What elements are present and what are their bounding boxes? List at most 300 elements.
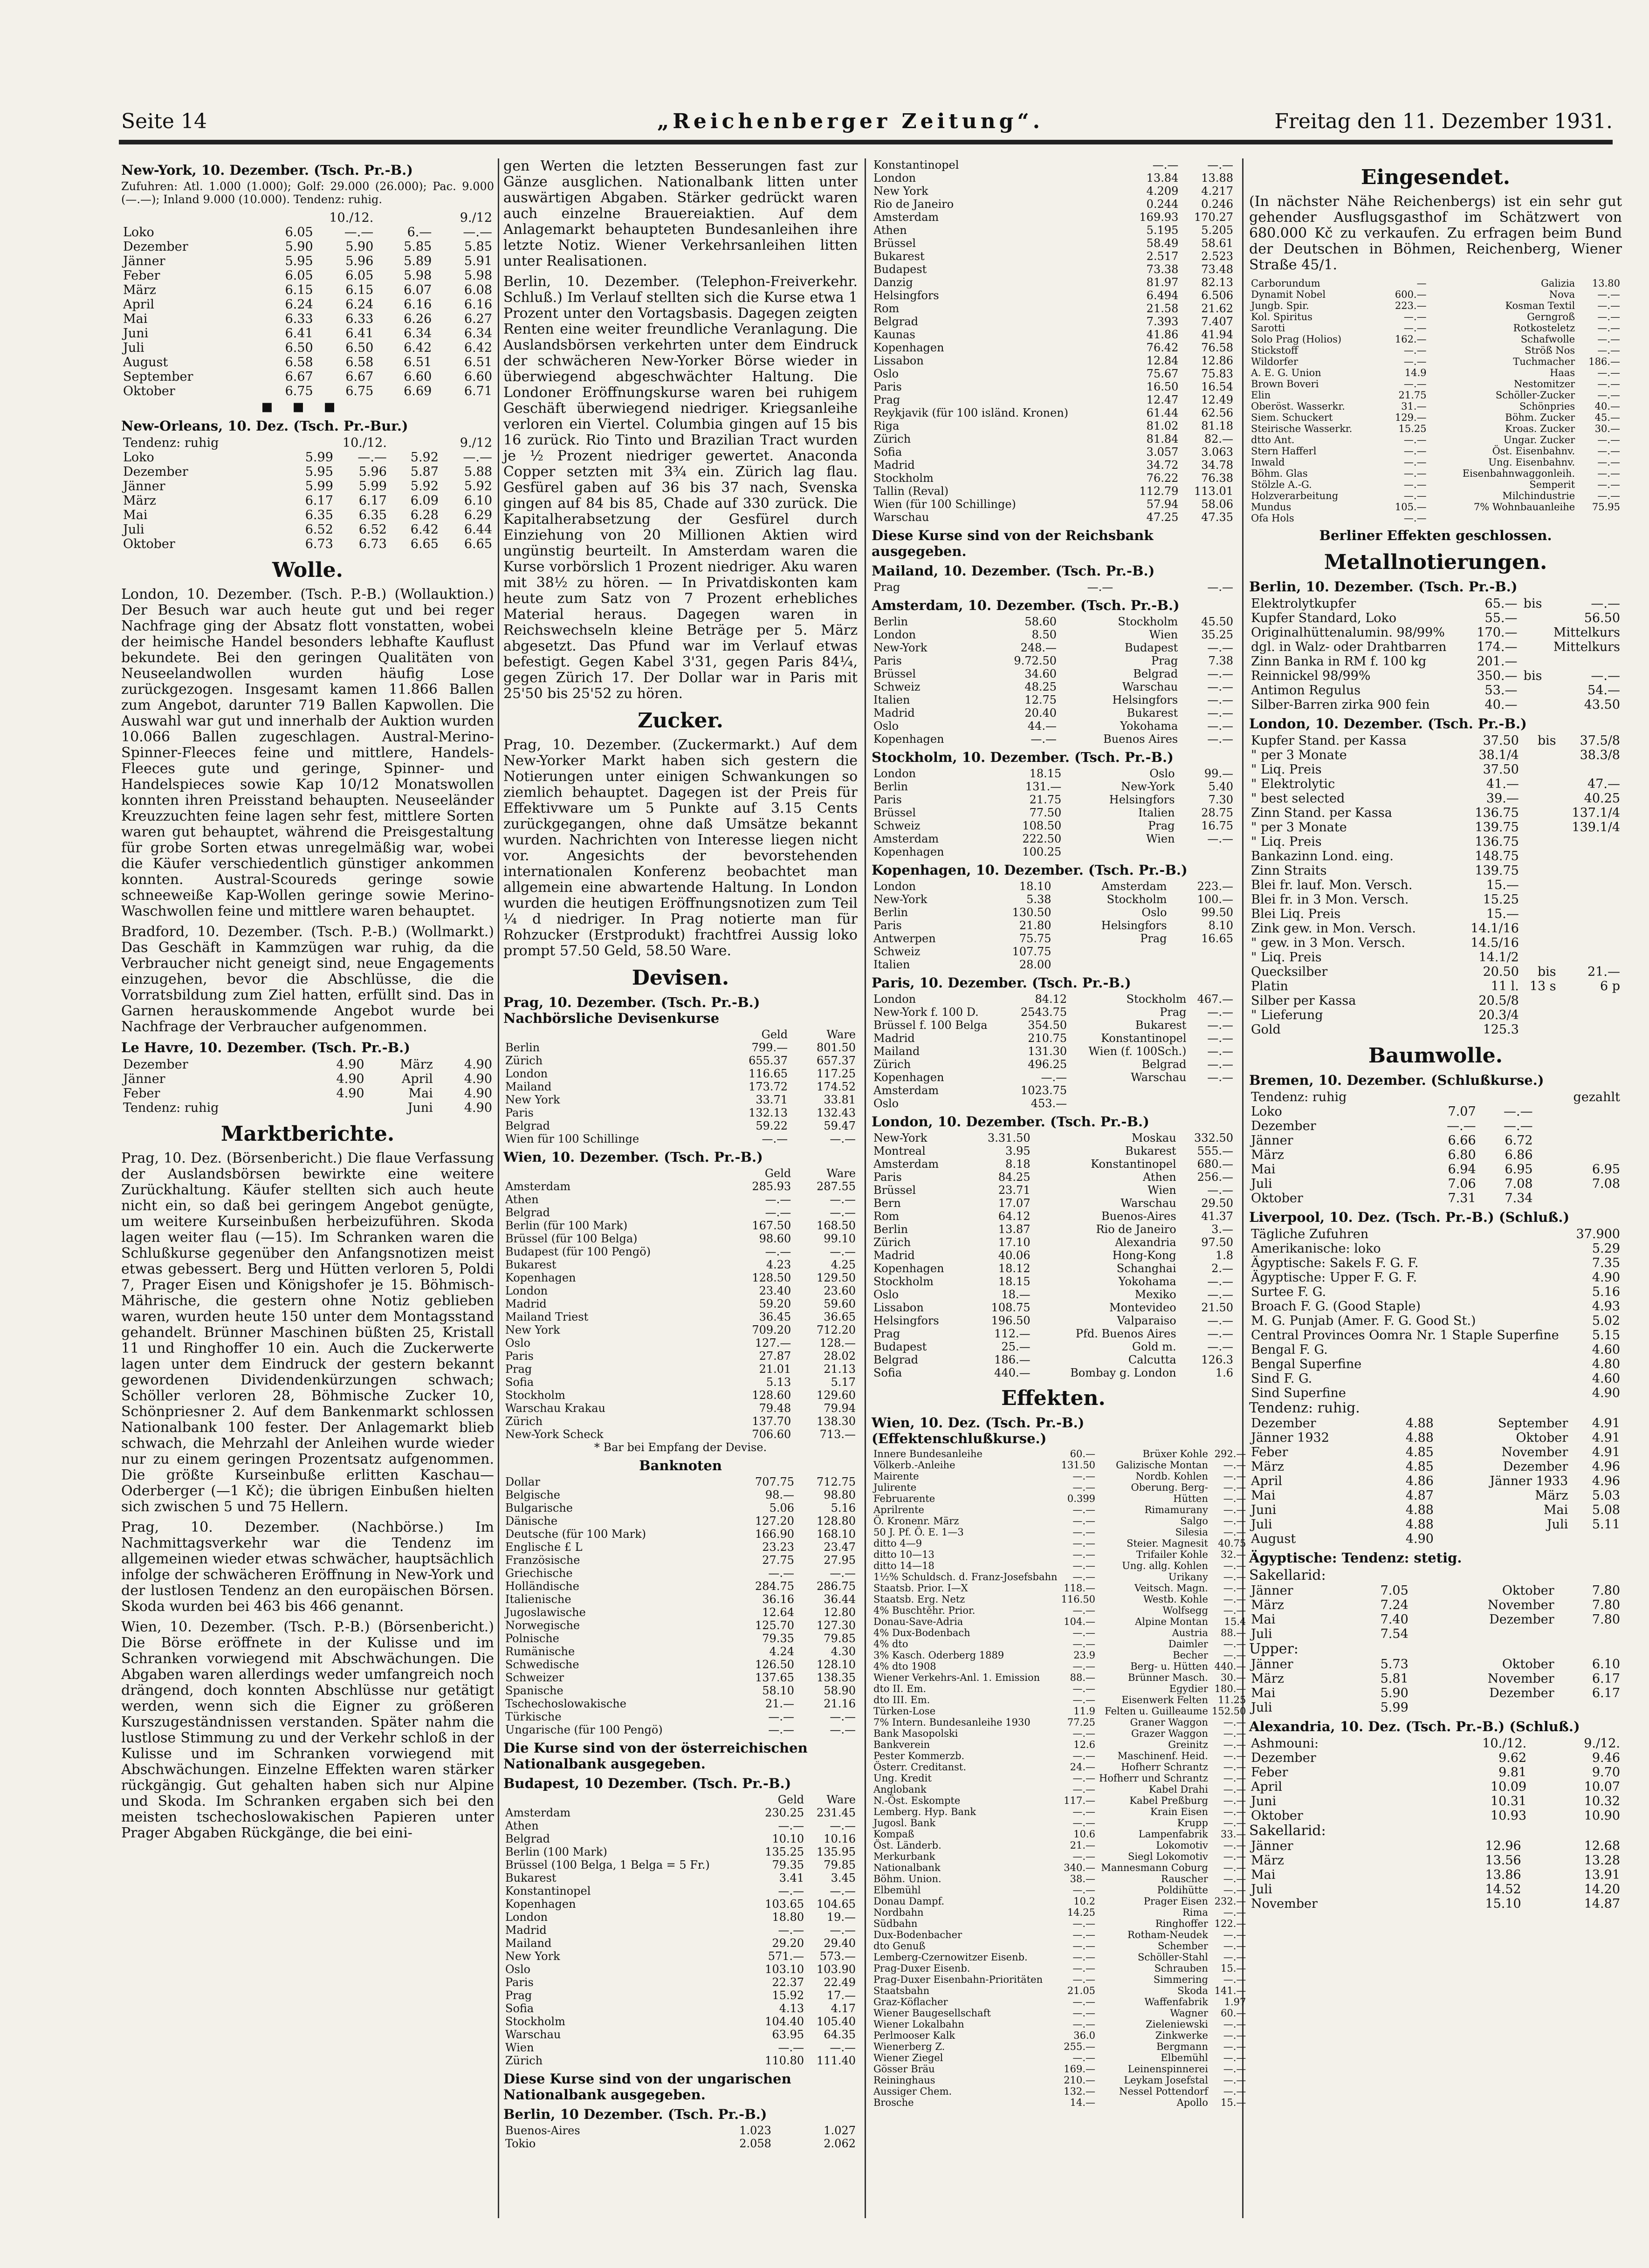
row-value: Schöller-Stahl <box>1138 1952 1208 1963</box>
table-row <box>872 237 1235 250</box>
table-row <box>872 1829 1248 1840</box>
row-value: —.— <box>778 2041 804 2054</box>
row-value: 77.25 <box>1067 1717 1096 1728</box>
row-label: Amsterdam <box>873 1084 939 1097</box>
row-value: Belgrad <box>1141 1058 1187 1071</box>
row-label: Loko <box>123 450 154 465</box>
row-label: Bulgarische <box>505 1501 573 1514</box>
row-value: —.— <box>1072 1784 1096 1795</box>
table-row <box>872 880 1235 893</box>
table-row <box>503 1501 858 1514</box>
row-label: Lemberg. Hyp. Bank <box>873 1806 976 1817</box>
table-row <box>503 1871 858 1884</box>
banknoten-heading: Banknoten <box>639 1458 722 1473</box>
row-label: Mai <box>123 312 148 326</box>
row-value: Oktober <box>1516 1431 1568 1445</box>
row-value: Oktober <box>1502 1583 1554 1598</box>
row-value: 138.30 <box>817 1415 856 1428</box>
row-value: 28.75 <box>1201 806 1233 819</box>
row-label: Gösser Bräu <box>873 2063 935 2075</box>
row-value: 14.52 <box>1485 1882 1521 1897</box>
row-label: Berlin (für 100 Mark) <box>505 1219 628 1232</box>
row-label: Athen <box>505 1193 539 1206</box>
row-value: 255.— <box>1064 2041 1096 2052</box>
row-value: 13.88 <box>1201 171 1233 185</box>
table-row <box>872 1884 1248 1896</box>
row-value <box>1521 777 1558 791</box>
row-value <box>1521 849 1558 863</box>
row-value: 6.52 <box>305 522 333 537</box>
table-row <box>503 1093 858 1106</box>
row-label: New-York Scheck <box>505 1428 604 1441</box>
row-value: —.— <box>1223 1795 1246 1806</box>
row-value: —.— <box>1223 1560 1246 1571</box>
column-3 <box>872 158 1246 2218</box>
row-value: Helsingfors <box>1112 693 1178 706</box>
row-label: Brosche <box>873 2097 914 2108</box>
table-row <box>872 2075 1248 2086</box>
table-row <box>503 1428 858 1441</box>
row-value: 36.16 <box>762 1593 794 1606</box>
row-value: —.— <box>1223 1504 1246 1515</box>
row-label: Belgrad <box>505 1119 550 1132</box>
london-heading: London, 10. Dezember. (Tsch. Pr.-B.) <box>872 1114 1149 1130</box>
stockholm-table <box>872 767 1235 858</box>
row-value <box>1535 1133 1622 1148</box>
row-label: Gold <box>1251 1022 1281 1037</box>
row-label: London <box>873 767 916 780</box>
row-label: Südbahn <box>873 1918 918 1929</box>
row-label: Bukarest <box>873 250 925 263</box>
row-value: 13.84 <box>1146 171 1179 185</box>
row-value: 6.42 <box>464 341 492 355</box>
row-value: 284.75 <box>755 1580 794 1593</box>
row-value: 0.246 <box>1201 198 1233 211</box>
table-row <box>503 1080 858 1093</box>
table-row <box>1249 1343 1622 1357</box>
row-label: Jänner <box>123 1072 165 1086</box>
row-label: Madrid <box>873 459 915 472</box>
row-value: 7.80 <box>1592 1612 1620 1627</box>
liverpool-table <box>1249 1227 1622 1400</box>
table-row <box>503 2137 858 2150</box>
row-value: —.— <box>1207 1058 1233 1071</box>
row-label: " per 3 Monate <box>1251 820 1347 835</box>
row-value: Ringhoffer <box>1155 1918 1208 1929</box>
row-value: —.— <box>1072 1974 1096 1985</box>
row-value: 117.25 <box>817 1067 856 1080</box>
row-value: 15.10 <box>1485 1897 1521 1911</box>
row-label: Feber <box>123 268 160 283</box>
row-value: Graner Waggon <box>1130 1717 1208 1728</box>
row-value: 6.33 <box>345 312 374 326</box>
row-value: 136.75 <box>1475 806 1519 820</box>
row-value: 5.11 <box>1592 1517 1620 1532</box>
row-label: Belgrad <box>873 1353 919 1366</box>
table-row <box>872 719 1235 733</box>
row-value: 18.12 <box>998 1262 1031 1275</box>
row-label: Brüssel (100 Belga, 1 Belga = 5 Fr.) <box>505 1858 710 1871</box>
row-value: —.— <box>1207 641 1233 654</box>
row-value: —.— <box>1223 2030 1246 2041</box>
prag-nachboerse: Prag, 10. Dezember. (Nachbörse.) Im Nachmittagsverkehr war die Tendenz im allgemeinen wieder etwas schwächer, hauptsächlich infolge der schwächeren Eröffnung in New-York und der lustlosen Tendenz an den europäischen Börsen. Skoda wurden bei 463 bis 466 genannt. <box>121 1519 494 1615</box>
row-value: 57.94 <box>1146 498 1179 511</box>
row-value: —.— <box>1072 1527 1096 1538</box>
row-value: 6 p <box>1600 979 1620 994</box>
row-value: 36.65 <box>824 1310 856 1323</box>
row-label: Jänner <box>1251 1583 1293 1598</box>
row-value: 210.— <box>1064 2075 1096 2086</box>
row-value: Oslo <box>1141 906 1167 919</box>
row-label: Kol. Spiritus <box>1251 311 1312 322</box>
table-row <box>503 1402 858 1415</box>
row-label: Zinn Banka in RM f. 100 kg <box>1251 654 1427 669</box>
row-label: Böhm. Glas <box>1251 468 1308 479</box>
column-2 <box>503 158 858 2218</box>
row-value: Westb. Kohle <box>1143 1594 1208 1605</box>
row-label: Oktober <box>123 537 175 551</box>
table-row <box>872 993 1235 1006</box>
row-label: Stern Hafferl <box>1251 445 1317 457</box>
row-value: Moskau <box>1132 1131 1176 1144</box>
alexandria-table: Ashmouni: 10./12. 9./12. Dezember 9.62 9.46 Feber 9.81 9.70 April 10.09 10.07 Juni 10.31 10.32 Oktober 10.93 10.90 <box>1249 1736 1622 1823</box>
row-value: Schönpries <box>1519 401 1575 412</box>
row-value: —.— <box>768 1723 794 1736</box>
row-value: 122.— <box>1214 1918 1246 1929</box>
table-row <box>503 1567 858 1580</box>
row-label: Italien <box>873 693 910 706</box>
row-value: —.— <box>1597 457 1620 468</box>
table-row <box>872 1301 1235 1314</box>
row-value: —.— <box>1207 1340 1233 1353</box>
row-value: 47.35 <box>1201 511 1233 524</box>
table-row <box>872 1717 1248 1728</box>
row-value: —.— <box>1072 1661 1096 1672</box>
table-row <box>1249 596 1622 611</box>
row-value: 10.10 <box>772 1832 804 1845</box>
row-value: Kosman Textil <box>1505 300 1575 311</box>
row-value: —.— <box>1223 1806 1246 1817</box>
row-label: dtto Ant. <box>1251 434 1295 445</box>
table-row <box>1249 777 1622 791</box>
table-row <box>872 1963 1248 1974</box>
row-value <box>1521 762 1558 777</box>
row-value: Zieleniewski <box>1146 2019 1208 2030</box>
row-label: Athen <box>873 224 907 237</box>
row-value: 6.67 <box>345 370 374 384</box>
row-value: Wagner <box>1170 2008 1208 2019</box>
row-value: 12.86 <box>1201 354 1233 367</box>
table-row <box>872 1672 1248 1683</box>
row-value: Bukarest <box>1127 706 1178 719</box>
row-value: 4.86 <box>1405 1474 1434 1488</box>
row-label: ditto 10—13 <box>873 1549 934 1560</box>
row-value <box>1519 640 1544 654</box>
table-row <box>872 289 1235 302</box>
row-value: —.— <box>1597 367 1620 378</box>
row-label: Bankverein <box>873 1739 930 1750</box>
row-value: Rima <box>1182 1907 1208 1918</box>
table-row <box>872 581 1235 594</box>
row-value: —.— <box>1597 378 1620 390</box>
row-value: Becher <box>1173 1650 1208 1661</box>
row-value: 45.— <box>1594 412 1620 423</box>
oesterr-note: Die Kurse sind von der österreichischen Nationalbank ausgegeben. <box>503 1740 808 1772</box>
row-label: Prag <box>873 581 900 594</box>
table-row <box>872 932 1235 945</box>
row-value <box>1558 936 1622 950</box>
row-value: —.— <box>1207 733 1233 746</box>
row-value: —.— <box>1072 1952 1096 1963</box>
table-row <box>872 1985 1248 1996</box>
row-value: —.— <box>1223 1728 1246 1739</box>
table-row <box>503 2015 858 2028</box>
row-value: 38.3/8 <box>1580 748 1620 762</box>
row-label: Prag <box>505 1989 532 2002</box>
row-value: 75.67 <box>1146 367 1179 380</box>
table-row <box>872 171 1235 185</box>
row-value: 6.35 <box>305 508 333 522</box>
row-value: —.— <box>1223 1907 1246 1918</box>
row-value: —.— <box>1207 719 1233 733</box>
row-value: 167.50 <box>752 1219 791 1232</box>
row-value: 34.72 <box>1146 459 1179 472</box>
row-value: 4.96 <box>1592 1459 1620 1474</box>
row-label: Wien <box>505 2041 534 2054</box>
row-label: 4% Buschtěhr. Prior. <box>873 1605 976 1616</box>
row-value: Lampenfabrik <box>1138 1829 1208 1840</box>
table-row <box>872 1223 1235 1236</box>
row-label: Schweizer <box>505 1671 564 1684</box>
table-row <box>1249 1227 1622 1241</box>
row-value: 12.6 <box>1073 1739 1096 1750</box>
row-value: —.— <box>1403 434 1427 445</box>
row-value: 6.33 <box>285 312 313 326</box>
row-label: Paris <box>505 1350 534 1363</box>
table-row <box>872 1210 1235 1223</box>
row-value: —.— <box>778 1819 804 1832</box>
table-row <box>121 465 494 479</box>
row-value: 37.50 <box>1483 762 1519 777</box>
row-value: 1.6 <box>1215 1366 1233 1379</box>
row-value: Berg- u. Hütten <box>1130 1661 1208 1672</box>
row-value: —.— <box>1207 667 1233 680</box>
row-value: 7.08 <box>1592 1177 1620 1191</box>
table-row <box>1249 513 1622 524</box>
row-value: Warschau <box>1120 1197 1176 1210</box>
row-value: 10.07 <box>1584 1780 1620 1794</box>
row-value: —.— <box>1403 468 1427 479</box>
row-value: —.— <box>1072 1538 1096 1549</box>
table-row <box>872 1097 1235 1110</box>
table-row <box>872 2019 1248 2030</box>
no-heading: New-Orleans, 10. Dez. (Tsch. Pr.-Bur.) <box>121 418 408 434</box>
row-value: 12.49 <box>1201 393 1233 406</box>
row-value: 128.60 <box>752 1389 791 1402</box>
table-row <box>872 958 1235 971</box>
row-label: New York <box>505 1950 560 1963</box>
table-row <box>872 2052 1248 2063</box>
table-row <box>1249 1517 1622 1532</box>
row-value <box>1519 654 1544 669</box>
row-label: Solo Prag (Holios) <box>1251 334 1342 345</box>
sakellarid-table <box>1249 1583 1622 1641</box>
row-value: 104.65 <box>817 1898 856 1911</box>
row-value: 706.60 <box>752 1428 791 1441</box>
row-value: Yokohama <box>1118 1275 1176 1288</box>
table-row <box>872 1918 1248 1929</box>
row-value: 8.18 <box>1005 1158 1031 1171</box>
row-label: Dezember <box>1251 1751 1316 1765</box>
row-value: Buenos-Aires <box>1101 1210 1176 1223</box>
row-value: 14.— <box>1070 2097 1096 2108</box>
row-value: —.— <box>1597 390 1620 401</box>
row-value <box>1069 1097 1188 1110</box>
row-value: 14.1/2 <box>1478 950 1519 965</box>
table-row <box>872 1683 1248 1694</box>
row-value: —.— <box>1207 581 1233 594</box>
row-value: Prag <box>1140 932 1167 945</box>
row-value <box>1556 1700 1622 1715</box>
row-label: Lemberg-Czernowitzer Eisenb. <box>873 1952 1028 1963</box>
row-label: M. G. Punjab (Amer. F. G. Good St.) <box>1251 1314 1476 1328</box>
row-value: 138.35 <box>817 1671 856 1684</box>
row-value: 40.— <box>1484 698 1518 712</box>
row-value: 17.— <box>826 1989 856 2002</box>
row-value: 117.— <box>1064 1795 1096 1806</box>
row-value <box>1570 1532 1622 1546</box>
row-value: —.— <box>762 1132 788 1145</box>
row-value: 110.80 <box>765 2054 804 2067</box>
row-value: 4.90 <box>1592 1270 1620 1285</box>
table-row <box>503 1514 858 1528</box>
row-value: 30.— <box>1594 423 1620 434</box>
row-label: Pester Kommerzb. <box>873 1750 965 1761</box>
row-value: 126.50 <box>755 1658 794 1671</box>
row-value: —.— <box>1207 1045 1233 1058</box>
row-value <box>1521 1008 1558 1022</box>
row-label: Oslo <box>873 367 899 380</box>
table-row <box>121 341 494 355</box>
row-label: Madrid <box>505 1924 547 1937</box>
row-label: Broach F. G. (Good Staple) <box>1251 1299 1421 1314</box>
row-value: Calcutta <box>1128 1353 1176 1366</box>
header-rule <box>119 140 1613 144</box>
row-value: 350.— <box>1477 669 1518 683</box>
row-label: Stockholm <box>873 1275 934 1288</box>
wolle-bradford: Bradford, 10. Dezember. (Tsch. P.-B.) (Wollmarkt.) Das Geschäft in Kammzügen war ruhig, da die Verbraucher nicht geneigt sind, neue Engagements einzugehen, bevor die Abschlüsse, die die Vorratsbildung zum Ziel hatten, erfüllt sind. Das in Garnen herauskommende Angebot wurde bei Nachfrage der Verbraucher aufgenommen. <box>121 924 494 1035</box>
row-value: 3.41 <box>779 1871 804 1884</box>
row-value: 3.31.50 <box>988 1131 1031 1144</box>
row-value: 5.15 <box>1592 1328 1620 1343</box>
row-value: 248.— <box>1020 641 1057 654</box>
row-value: 76.38 <box>1201 472 1233 485</box>
row-label: Kopenhagen <box>873 341 944 354</box>
liverpool-months-table <box>1249 1416 1622 1546</box>
row-label: Wienerberg Z. <box>873 2041 945 2052</box>
row-value: 573.— <box>819 1950 856 1963</box>
row-value: 6.50 <box>285 341 313 355</box>
row-value: —.— <box>1223 1884 1246 1896</box>
table-row <box>503 2054 858 2067</box>
row-value: 4.88 <box>1405 1503 1434 1517</box>
row-label: März <box>1251 1853 1284 1868</box>
row-value: 63.95 <box>772 2028 804 2041</box>
table-row <box>1249 1177 1622 1191</box>
devisen-title: Devisen. <box>632 966 729 990</box>
row-value: —.— <box>1072 2019 1096 2030</box>
row-label: Innere Bundesanleihe <box>873 1448 983 1459</box>
table-row <box>1249 479 1622 490</box>
row-value: Salgo <box>1180 1515 1208 1527</box>
table-row <box>872 367 1235 380</box>
row-value: —.— <box>1072 1851 1096 1862</box>
row-value: 127.20 <box>755 1514 794 1528</box>
row-label: Madrid <box>873 706 915 719</box>
table-row <box>1249 683 1622 698</box>
row-value: 14.87 <box>1584 1897 1620 1911</box>
row-value: 28.02 <box>824 1350 856 1363</box>
row-label: A. E. G. Union <box>1251 367 1321 378</box>
row-value: 332.50 <box>1194 1131 1233 1144</box>
row-value: 129.50 <box>817 1271 856 1284</box>
table-row <box>872 185 1235 198</box>
table-row <box>503 1723 858 1736</box>
row-value: 37.5/8 <box>1580 733 1620 748</box>
row-label: Juni <box>1251 1503 1277 1517</box>
row-value: Konstantinopel <box>1101 1032 1187 1045</box>
row-value: —.— <box>830 1710 856 1723</box>
table-row <box>503 1415 858 1428</box>
table-row <box>503 1488 858 1501</box>
row-value: 125.3 <box>1483 1022 1519 1037</box>
row-value: 5.38 <box>1026 893 1051 906</box>
row-value: 59.22 <box>756 1119 788 1132</box>
row-value: Wien (f. 100Sch.) <box>1088 1045 1187 1058</box>
row-value: 7.80 <box>1592 1583 1620 1598</box>
row-label: Blei fr. in 3 Mon. Versch. <box>1251 892 1409 907</box>
sakellarid2-table <box>1249 1839 1622 1911</box>
row-value: 5.29 <box>1592 1241 1620 1256</box>
row-value: 4.91 <box>1592 1416 1620 1431</box>
row-value: 6.16 <box>464 297 492 312</box>
row-value: 4.25 <box>831 1258 856 1271</box>
upper-label: Upper: <box>1249 1641 1299 1657</box>
row-value: 10.09 <box>1490 1780 1527 1794</box>
table-row <box>872 1482 1248 1493</box>
row-value: Böhm. Zucker <box>1505 412 1575 423</box>
row-label: Mailand <box>505 1937 552 1950</box>
row-label: Dynamit Nobel <box>1251 289 1326 300</box>
row-label: April <box>123 297 154 312</box>
table-row <box>503 1632 858 1645</box>
row-value <box>1521 892 1558 907</box>
row-value: —.— <box>1597 300 1620 311</box>
row-value: —.— <box>1223 1750 1246 1761</box>
row-value: 6.73 <box>358 537 387 551</box>
row-label: Silber-Barren zirka 900 fein <box>1251 698 1430 712</box>
row-value: Galizia <box>1541 278 1575 289</box>
row-value: —.— <box>830 1723 856 1736</box>
row-value: 41.— <box>1486 777 1519 791</box>
row-label: New-York <box>873 641 928 654</box>
row-value <box>1558 892 1622 907</box>
table-row <box>872 419 1235 432</box>
row-value: —.— <box>1223 2019 1246 2030</box>
row-value <box>1521 936 1558 950</box>
row-value: —.— <box>1597 445 1620 457</box>
row-value: —.— <box>1072 1817 1096 1829</box>
